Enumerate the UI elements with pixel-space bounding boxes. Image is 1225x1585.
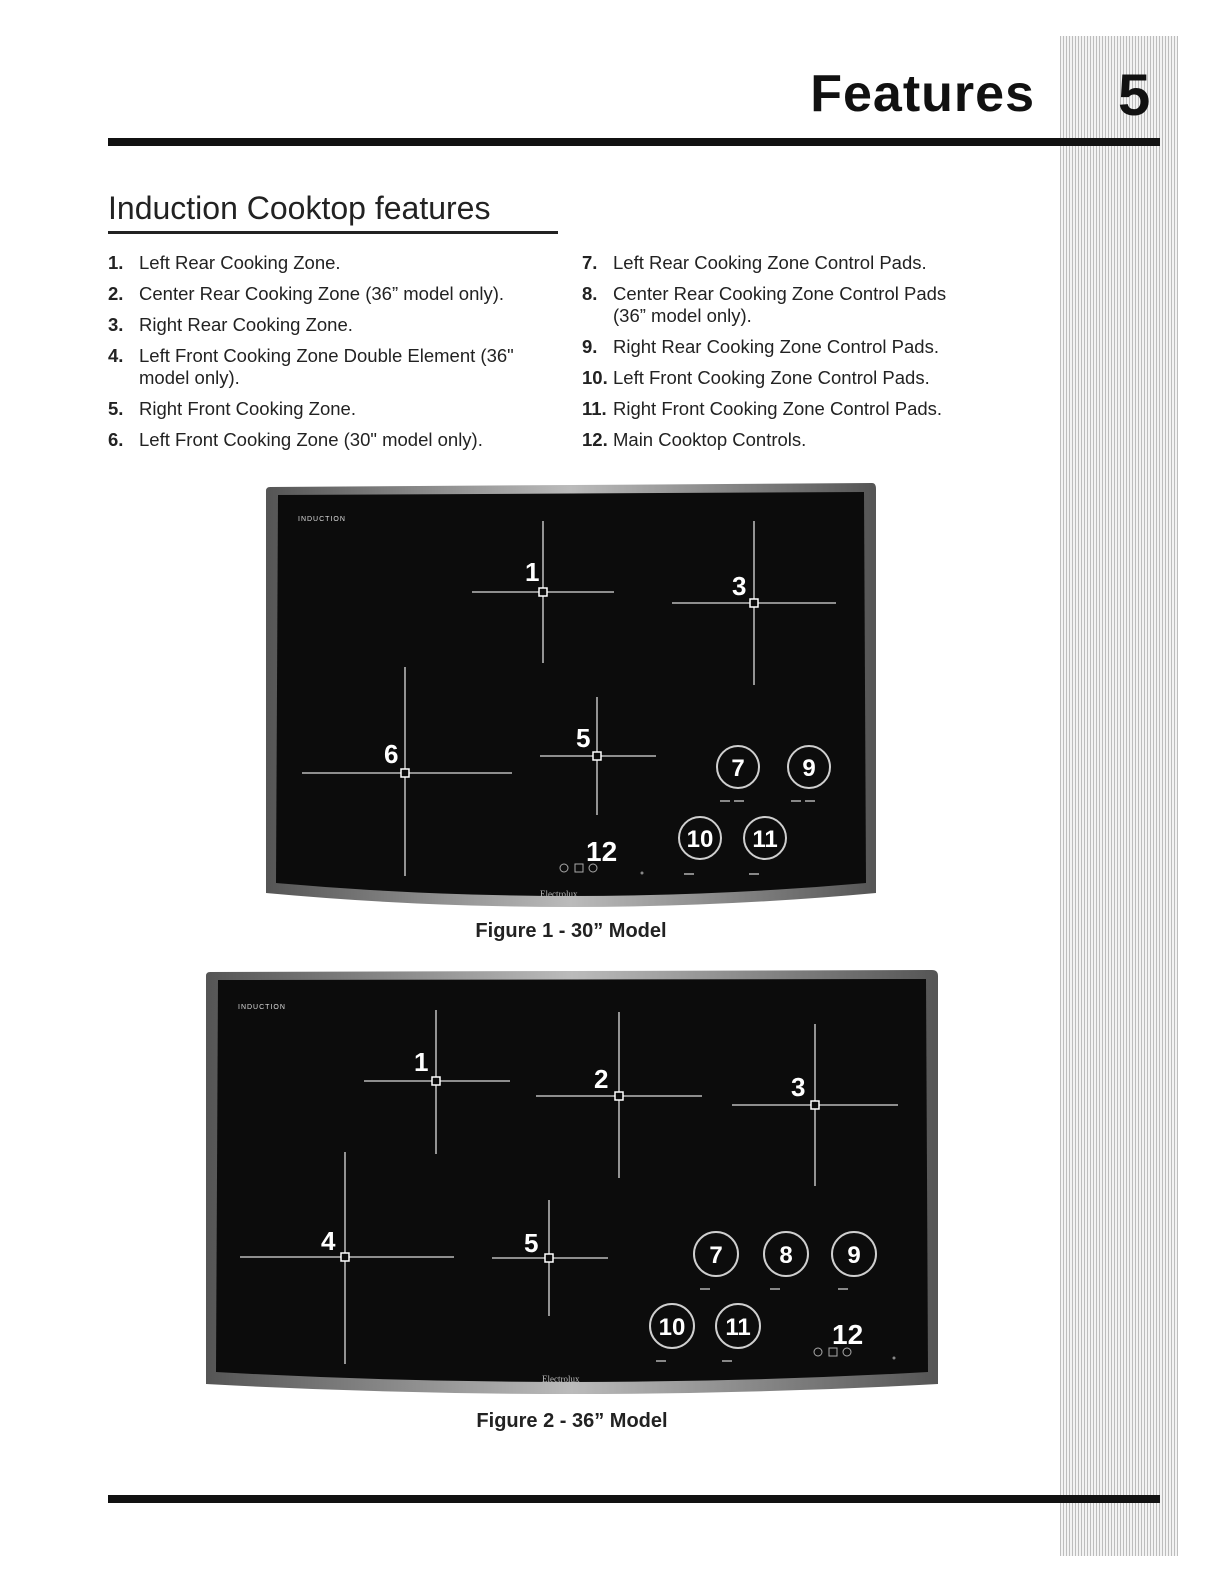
zone-label: 1 [525,557,540,587]
pad-label: 9 [802,755,816,782]
brand-logo: Electrolux [540,889,578,899]
item-number: 6. [108,429,124,450]
main-controls-label: 12 [586,836,618,867]
item-number: 3. [108,314,124,335]
feature-list-left [108,252,548,460]
item-number: 8. [582,283,598,304]
figure-caption: Figure 2 - 36” Model [476,1410,668,1432]
pad-label: 10 [686,826,714,853]
zone-label: 3 [791,1072,806,1102]
pad-label: 11 [752,826,778,853]
main-controls-label: 12 [832,1319,864,1350]
feature-list-right [582,252,982,460]
list-item [108,398,548,420]
cooktop-figure-36 [204,968,940,1398]
item-number: 5. [108,398,124,419]
list-item [582,252,982,274]
figure-caption: Figure 1 - 30” Model [475,920,667,942]
list-item [108,283,548,305]
induction-label: INDUCTION [298,516,346,523]
pad-label: 7 [709,1242,723,1269]
list-item [582,429,982,451]
item-text: Right Front Cooking Zone Control Pads. [613,398,943,419]
cooktop-figure-30 [264,481,878,917]
footer-rule [108,1495,1160,1503]
pad-label: 9 [847,1242,861,1269]
item-number: 12. [582,429,608,450]
zone-label: 3 [732,571,747,601]
zone-label: 4 [321,1226,336,1256]
zone-label: 1 [414,1047,429,1077]
item-text: Left Rear Cooking Zone Control Pads. [613,252,927,273]
chapter-number: 5 [1118,63,1151,128]
pad-label: 8 [779,1242,793,1269]
list-item [582,283,982,327]
list-item [108,429,548,451]
page-title: Features [810,65,1035,123]
item-text: Right Rear Cooking Zone. [139,314,353,335]
zone-label: 6 [384,739,399,769]
item-number: 9. [582,336,598,357]
item-text: Left Front Cooking Zone Double Element (36" model only). [139,345,514,388]
item-number: 7. [582,252,598,273]
induction-label: INDUCTION [238,1004,286,1011]
pad-label: 7 [731,755,745,782]
list-item [582,336,982,358]
zone-label: 5 [524,1228,539,1258]
section-heading: Induction Cooktop features [108,190,491,226]
item-text: Right Front Cooking Zone. [139,398,356,419]
brand-logo: Electrolux [542,1374,580,1384]
item-text: Main Cooktop Controls. [613,429,807,450]
list-item [582,367,982,389]
item-text: Left Front Cooking Zone (30" model only). [139,429,483,450]
zone-label: 5 [576,723,591,753]
item-text: Right Rear Cooking Zone Control Pads. [613,336,939,357]
list-item [108,314,548,336]
item-text: Center Rear Cooking Zone (36” model only). [139,283,505,304]
section-underline [108,231,558,234]
list-item [108,252,548,274]
item-number: 11. [582,398,607,419]
zone-label: 2 [594,1064,609,1094]
pad-label: 11 [725,1314,751,1341]
item-number: 10. [582,367,608,388]
header-rule [108,138,1160,146]
item-number: 4. [108,345,124,366]
list-item [108,345,548,389]
item-text: Center Rear Cooking Zone Control Pads (36” model only). [613,283,947,326]
item-number: 1. [108,252,124,273]
item-number: 2. [108,283,124,304]
pad-label: 10 [658,1314,686,1341]
item-text: Left Front Cooking Zone Control Pads. [613,367,930,388]
item-text: Left Rear Cooking Zone. [139,252,341,273]
list-item [582,398,982,420]
chapter-tab [1060,36,1178,1556]
